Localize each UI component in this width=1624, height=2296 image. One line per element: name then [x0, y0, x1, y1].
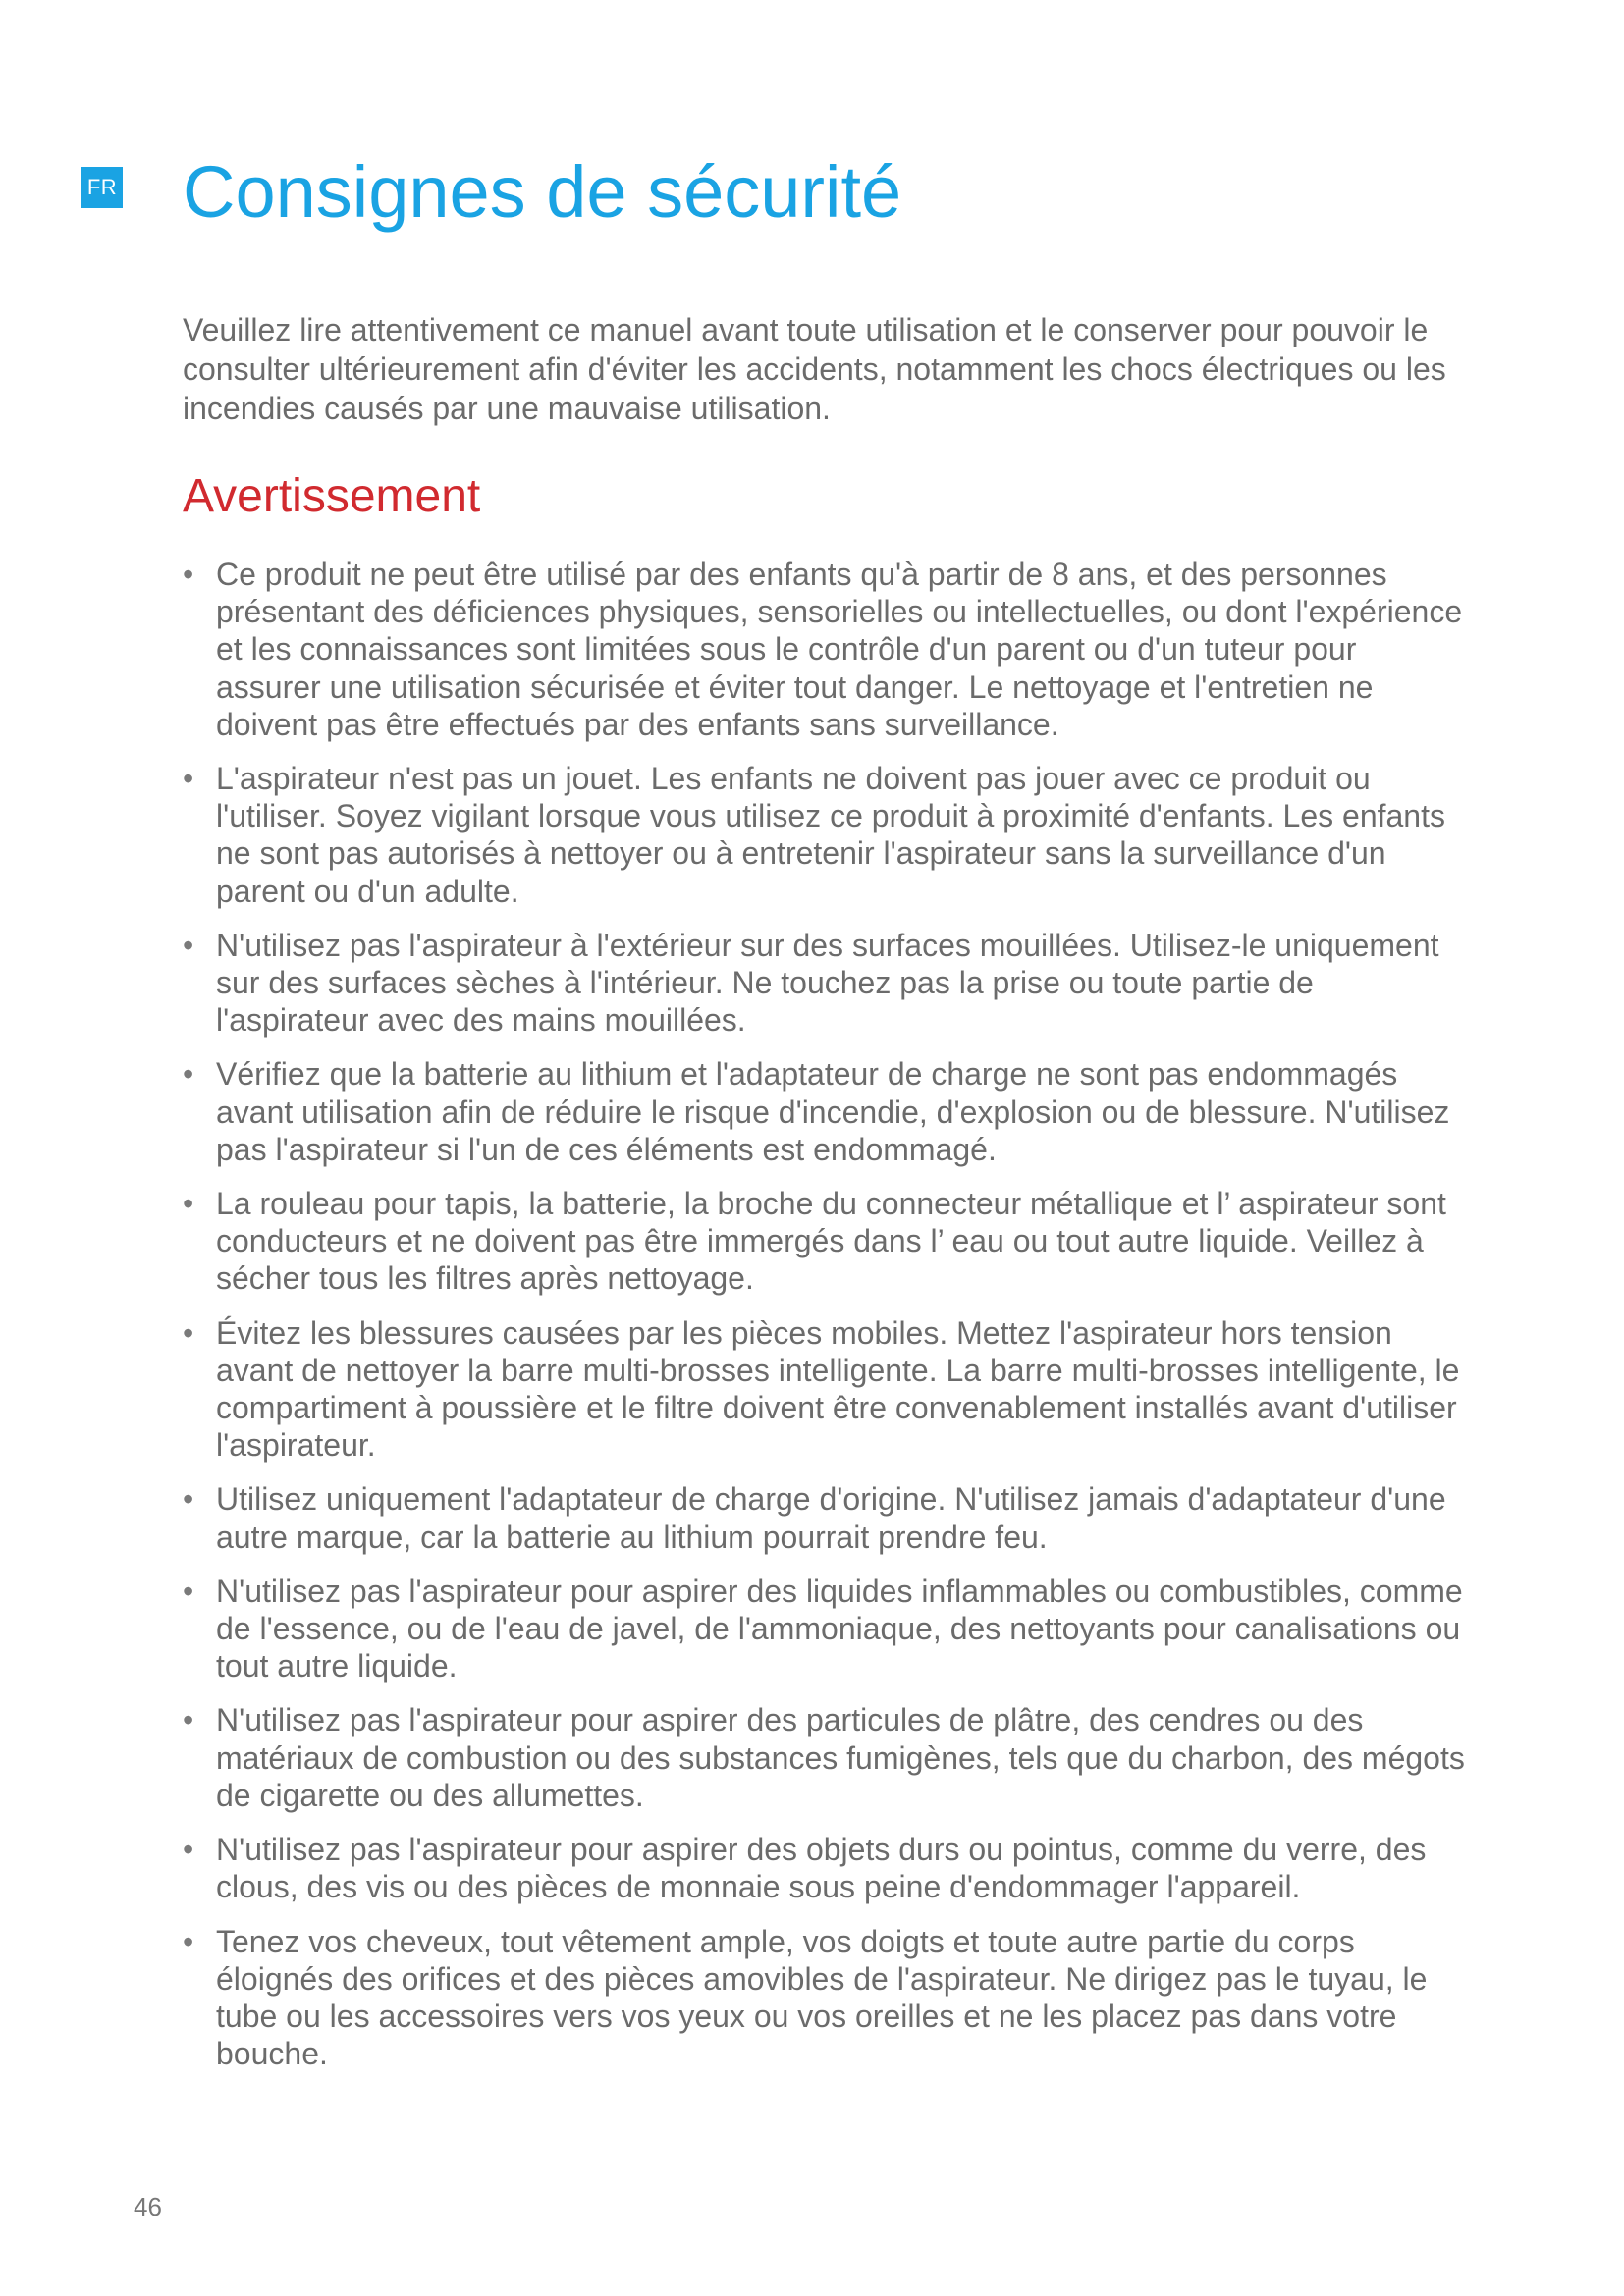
warning-item	[183, 1185, 1469, 1298]
warning-item	[183, 1480, 1469, 1555]
warning-text: N'utilisez pas l'aspirateur pour aspirer des objets durs ou pointus, comme du verre, des clous, des vis ou des pièces de monnaie sous peine d'endommager l'appareil.	[216, 1832, 1427, 1905]
bullet-icon: •	[183, 1832, 194, 1868]
intro-paragraph: Veuillez lire attentivement ce manuel avant toute utilisation et le conserver pour pouvoir le consulter ultérieurement afin d'éviter les accidents, notamment les chocs électriques ou les incendies causés par une mauvaise utilisation.	[183, 312, 1446, 426]
language-badge: FR	[81, 167, 123, 208]
warning-item	[183, 1701, 1469, 1814]
bullet-icon: •	[183, 1702, 194, 1738]
bullet-icon: •	[183, 1056, 194, 1093]
warning-item	[183, 927, 1469, 1040]
warning-text: Ce produit ne peut être utilisé par des enfants qu'à partir de 8 ans, et des personnes présentant des déficiences physiques, sensorielles ou intellectuelles, ou dont l'expérience et les connaissances sont limitées sous le contrôle d'un parent ou d'un tuteur pour assurer une utilisation sécurisée et éviter tout danger. Le nettoyage et l'entretien ne doivent pas être effectués par des enfants sans surveillance.	[216, 557, 1463, 742]
warning-text: Vérifiez que la batterie au lithium et l'adaptateur de charge ne sont pas endommagés avant utilisation afin de réduire le risque d'incendie, d'explosion ou de blessure. N'utilisez pas l'aspirateur si l'un de ces éléments est endommagé.	[216, 1056, 1450, 1167]
warning-text: La rouleau pour tapis, la batterie, la broche du connecteur métallique et l’ aspirateur sont conducteurs et ne doivent pas être immergés dans l’ eau ou tout autre liquide. Veillez à sécher tous les filtres après nettoyage.	[216, 1186, 1446, 1297]
warning-item	[183, 1923, 1469, 2073]
warning-text: Évitez les blessures causées par les pièces mobiles. Mettez l'aspirateur hors tension avant de nettoyer la barre multi-brosses intelligente. La barre multi-brosses intelligente, le compartiment à poussière et le filtre doivent être convenablement installés avant d'utiliser l'aspirateur.	[216, 1314, 1460, 1464]
bullet-icon: •	[183, 1314, 194, 1351]
page-number: 46	[134, 2192, 162, 2221]
warning-heading: Avertissement	[183, 470, 481, 522]
bullet-icon: •	[183, 1481, 194, 1518]
warning-text: N'utilisez pas l'aspirateur pour aspirer des particules de plâtre, des cendres ou des matériaux de combustion ou des substances fumigènes, tels que du charbon, des mégots de cigarette ou des allumettes.	[216, 1702, 1465, 1813]
page-title: Consignes de sécurité	[183, 151, 902, 233]
warning-item	[183, 1314, 1469, 1465]
warning-item	[183, 1055, 1469, 1168]
warning-text: N'utilisez pas l'aspirateur pour aspirer des liquides inflammables ou combustibles, comme de l'essence, ou de l'eau de javel, de l'ammoniaque, des nettoyants pour canalisations ou tout autre liquide.	[216, 1573, 1463, 1684]
warning-list	[183, 556, 1469, 2089]
warning-item	[183, 556, 1469, 743]
warning-item	[183, 1573, 1469, 1685]
bullet-icon: •	[183, 761, 194, 797]
warning-text: Utilisez uniquement l'adaptateur de charge d'origine. N'utilisez jamais d'adaptateur d'une autre marque, car la batterie au lithium pourrait prendre feu.	[216, 1481, 1446, 1555]
warning-text: Tenez vos cheveux, tout vêtement ample, vos doigts et toute autre partie du corps éloignés des orifices et des pièces amovibles de l'aspirateur. Ne dirigez pas le tuyau, le tube ou les accessoires vers vos yeux ou vos oreilles et ne les placez pas dans votre bouche.	[216, 1923, 1428, 2072]
bullet-icon: •	[183, 1573, 194, 1609]
bullet-icon: •	[183, 1923, 194, 1959]
bullet-icon: •	[183, 557, 194, 592]
warning-text: N'utilisez pas l'aspirateur à l'extérieur sur des surfaces mouillées. Utilisez-le uniquement sur des surfaces sèches à l'intérieur. Ne touchez pas la prise ou toute partie de l'aspirateur avec des mains mouillées.	[216, 927, 1439, 1039]
bullet-icon: •	[183, 1186, 194, 1222]
warning-text: L'aspirateur n'est pas un jouet. Les enfants ne doivent pas jouer avec ce produit ou l'utiliser. Soyez vigilant lorsque vous utilisez ce produit à proximité d'enfants. Les enfants ne sont pas autorisés à nettoyer ou à entretenir l'aspirateur sans la surveillance d'un parent ou d'un adulte.	[216, 761, 1445, 909]
warning-item	[183, 760, 1469, 910]
warning-item	[183, 1831, 1469, 1905]
bullet-icon: •	[183, 927, 194, 963]
